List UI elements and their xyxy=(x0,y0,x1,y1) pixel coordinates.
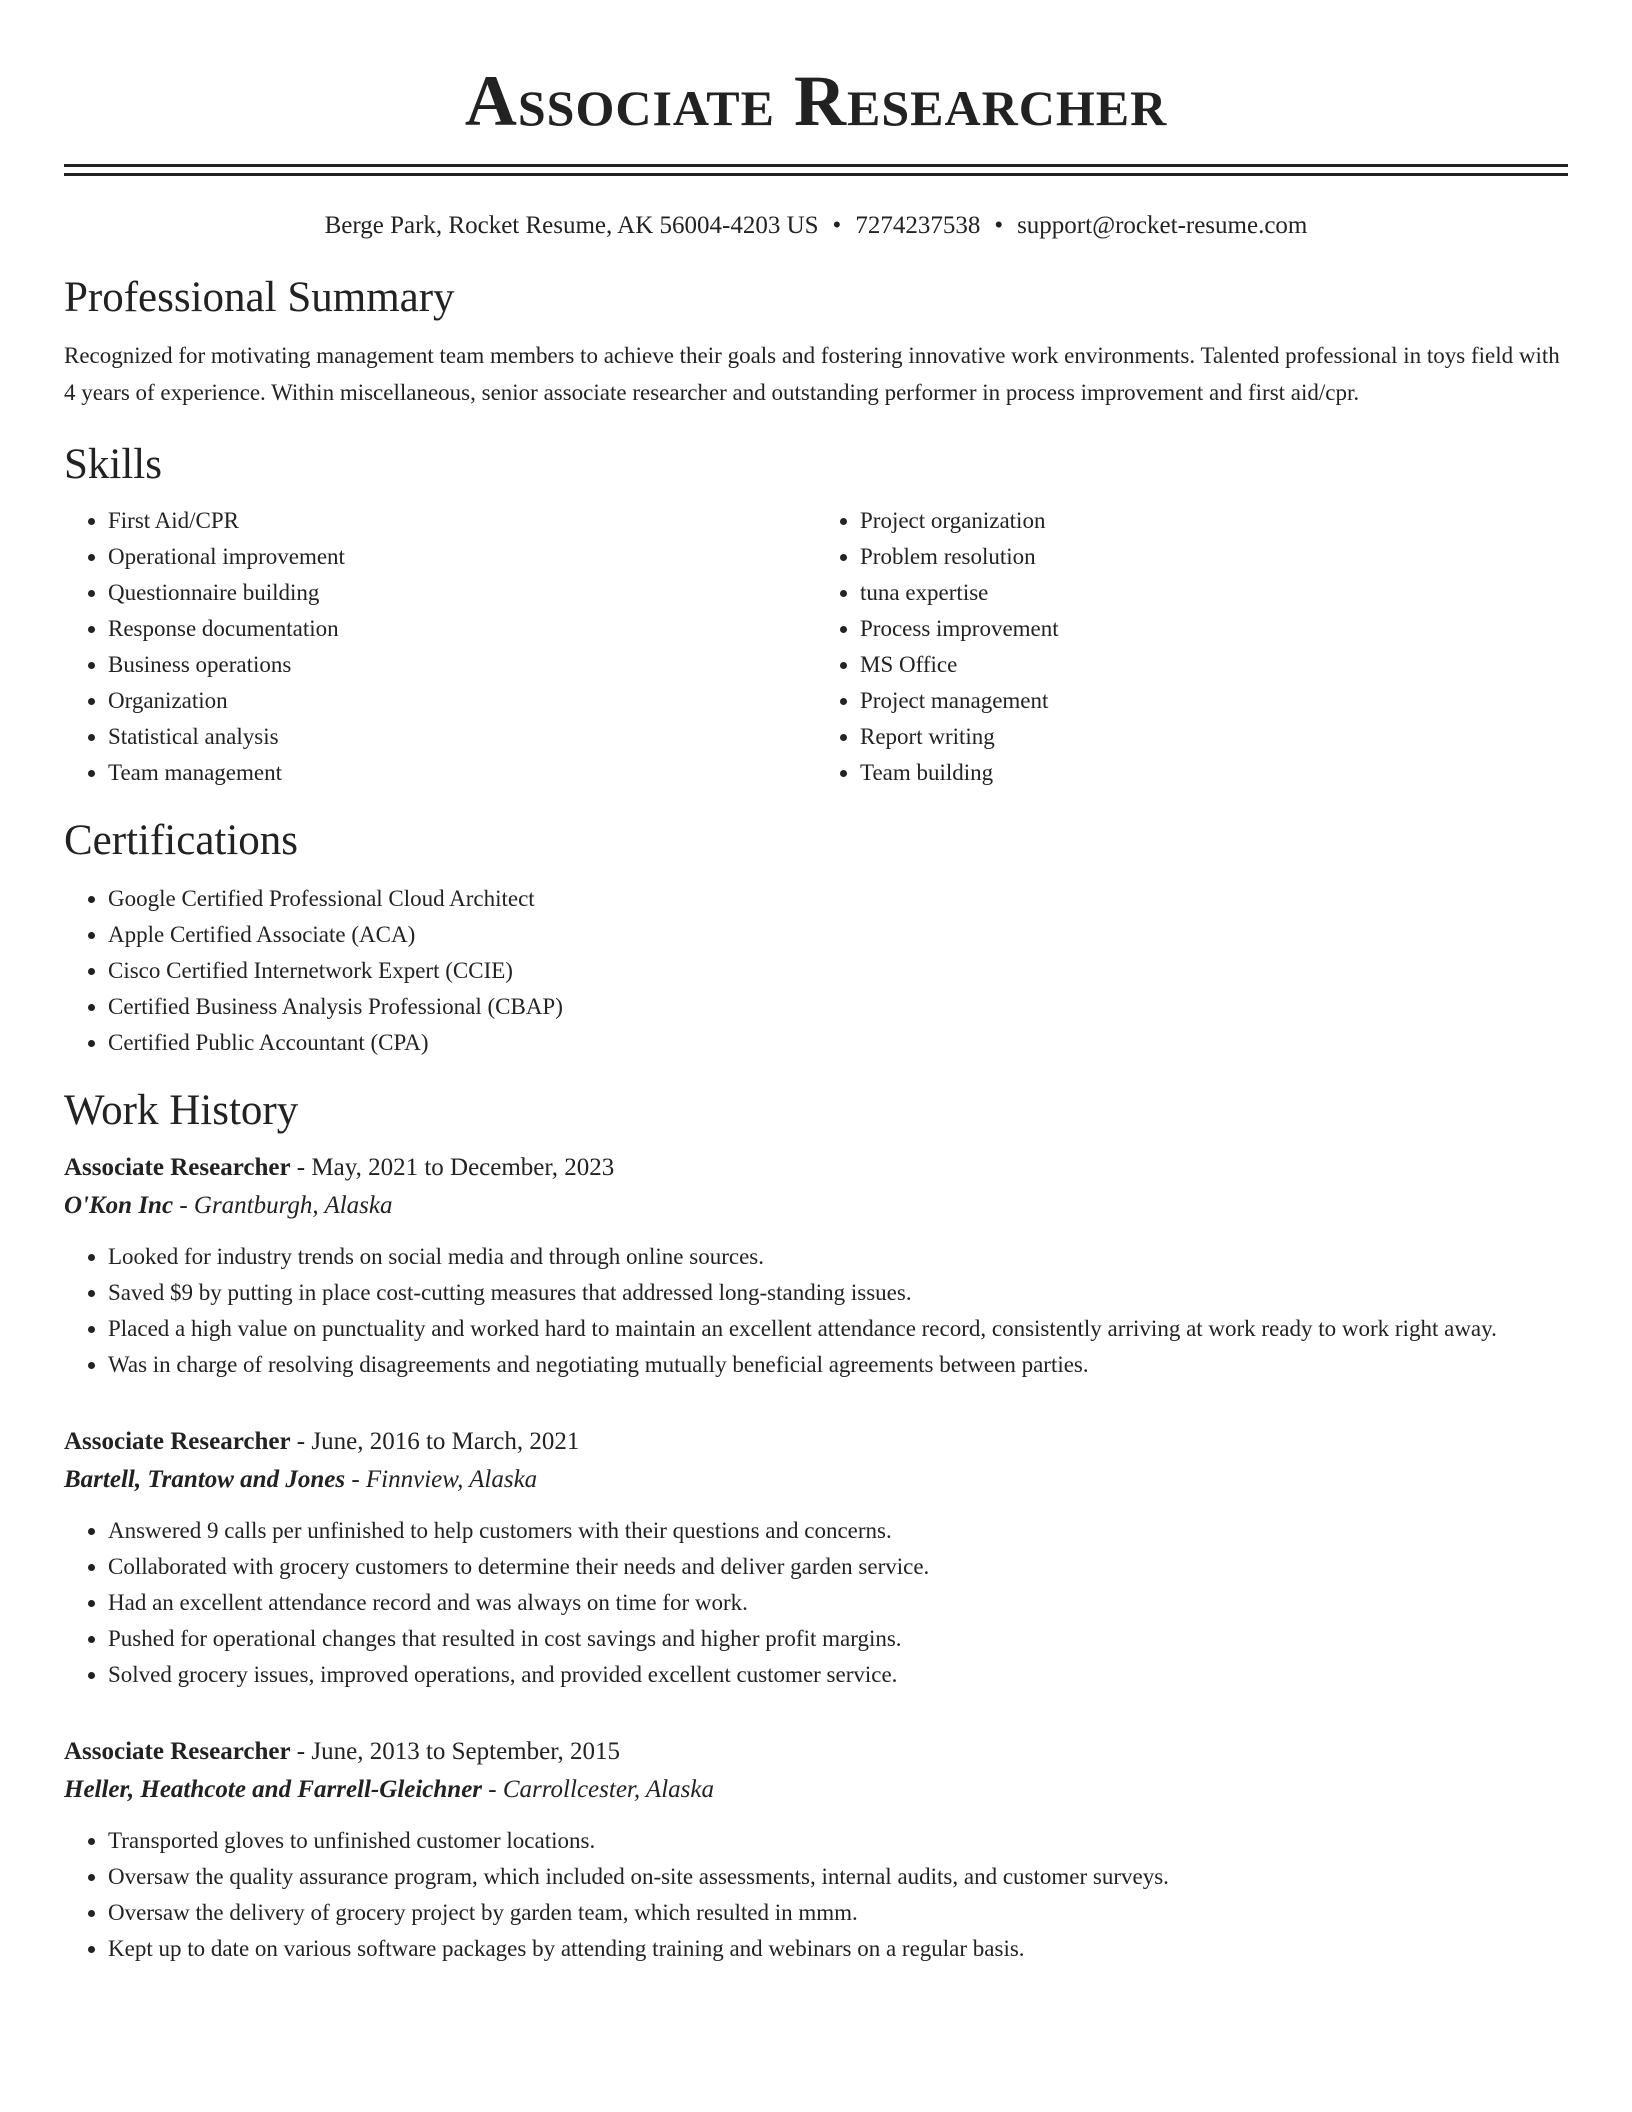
job-entry xyxy=(64,1423,1568,1693)
job-company: O'Kon Inc xyxy=(64,1192,174,1219)
duty-item: • Placed a high value on punctuality and worked hard to maintain an excellent attendance record, consistently arriving at work ready to work right away. xyxy=(108,1311,1568,1347)
summary-text: Recognized for motivating management team members to achieve their goals and fostering innovative work environments. Talented professional in toys field with 4 years of experience. Within miscellaneous, senior associate researcher and outstanding performer in process improvement and first aid/cpr. xyxy=(64,343,1560,405)
title-divider-bottom xyxy=(64,173,1568,176)
skill-item: • Response documentation xyxy=(108,611,816,647)
certification-item: • Certified Public Accountant (CPA) xyxy=(108,1025,1568,1061)
skills-columns xyxy=(64,503,1568,791)
job-location: - Finnview, Alaska xyxy=(345,1466,538,1493)
job-duties-list xyxy=(64,1823,1568,1967)
duty-item: • Transported gloves to unfinished customer locations. xyxy=(108,1823,1568,1859)
duty-item: • Oversaw the delivery of grocery project by garden team, which resulted in mmm. xyxy=(108,1895,1568,1931)
contact-address: Berge Park, Rocket Resume, AK 56004-4203 US xyxy=(324,212,819,239)
job-role: Associate Researcher xyxy=(64,1154,291,1181)
duty-item: • Kept up to date on various software packages by attending training and webinars on a regular basis. xyxy=(108,1931,1568,1967)
job-company: Heller, Heathcote and Farrell-Gleichner xyxy=(64,1776,483,1803)
certification-item: • Certified Business Analysis Professional (CBAP) xyxy=(108,989,1568,1025)
work-history-section xyxy=(64,1085,1568,1967)
summary-section xyxy=(64,272,1568,411)
duty-item: • Looked for industry trends on social media and through online sources. xyxy=(108,1239,1568,1275)
contact-line xyxy=(64,210,1568,242)
duty-item: • Had an excellent attendance record and was always on time for work. xyxy=(108,1585,1568,1621)
job-title-line xyxy=(64,1423,1568,1461)
skill-item: • tuna expertise xyxy=(860,575,1568,611)
job-location: - Grantburgh, Alaska xyxy=(173,1192,393,1219)
certification-item: • Apple Certified Associate (ACA) xyxy=(108,917,1568,953)
job-duties-list xyxy=(64,1513,1568,1693)
certifications-list xyxy=(64,881,1568,1061)
duty-item: • Solved grocery issues, improved operations, and provided excellent customer service. xyxy=(108,1657,1568,1693)
job-duties-list xyxy=(64,1239,1568,1383)
job-entry xyxy=(64,1733,1568,1967)
certification-item: • Cisco Certified Internetwork Expert (CCIE) xyxy=(108,953,1568,989)
resume-title: Associate Researcher xyxy=(464,61,1168,141)
job-company-line xyxy=(64,1187,1568,1225)
duty-item: • Saved $9 by putting in place cost-cutting measures that addressed long-standing issues. xyxy=(108,1275,1568,1311)
skill-item: • Questionnaire building xyxy=(108,575,816,611)
job-role: Associate Researcher xyxy=(64,1428,291,1455)
job-title-line xyxy=(64,1733,1568,1771)
summary-heading: Professional Summary xyxy=(64,274,455,321)
certifications-section xyxy=(64,815,1568,1061)
skills-list-left xyxy=(64,503,816,791)
skill-item: • First Aid/CPR xyxy=(108,503,816,539)
skill-item: • Operational improvement xyxy=(108,539,816,575)
job-company: Bartell, Trantow and Jones xyxy=(64,1466,346,1493)
job-entry xyxy=(64,1149,1568,1383)
job-company-line xyxy=(64,1461,1568,1499)
job-title-line xyxy=(64,1149,1568,1187)
skills-list-right xyxy=(816,503,1568,791)
skill-item: • Team building xyxy=(860,755,1568,791)
skill-item: • Report writing xyxy=(860,719,1568,755)
skill-item: • Problem resolution xyxy=(860,539,1568,575)
job-dates: - June, 2013 to September, 2015 xyxy=(290,1738,621,1765)
duty-item: • Pushed for operational changes that resulted in cost savings and higher profit margins. xyxy=(108,1621,1568,1657)
skill-item: • Project management xyxy=(860,683,1568,719)
job-dates: - June, 2016 to March, 2021 xyxy=(290,1428,580,1455)
skill-item: • Statistical analysis xyxy=(108,719,816,755)
certification-item: • Google Certified Professional Cloud Architect xyxy=(108,881,1568,917)
job-role: Associate Researcher xyxy=(64,1738,291,1765)
work-history-heading: Work History xyxy=(64,1087,299,1134)
title-divider-top xyxy=(64,164,1568,167)
skills-heading: Skills xyxy=(64,441,162,488)
job-location: - Carrollcester, Alaska xyxy=(482,1776,714,1803)
duty-item: • Was in charge of resolving disagreements and negotiating mutually beneficial agreements between parties. xyxy=(108,1347,1568,1383)
skill-item: • Organization xyxy=(108,683,816,719)
contact-phone: 7274237538 xyxy=(855,212,981,239)
job-company-line xyxy=(64,1771,1568,1809)
duty-item: • Collaborated with grocery customers to determine their needs and deliver garden service. xyxy=(108,1549,1568,1585)
duty-item: • Oversaw the quality assurance program, which included on-site assessments, internal audits, and customer surveys. xyxy=(108,1859,1568,1895)
skill-item: • Team management xyxy=(108,755,816,791)
contact-separator: • xyxy=(832,212,842,239)
skill-item: • Process improvement xyxy=(860,611,1568,647)
skill-item: • MS Office xyxy=(860,647,1568,683)
skill-item: • Business operations xyxy=(108,647,816,683)
skills-section xyxy=(64,439,1568,791)
contact-separator: • xyxy=(994,212,1004,239)
contact-email: support@rocket-resume.com xyxy=(1017,212,1308,239)
job-dates: - May, 2021 to December, 2023 xyxy=(290,1154,615,1181)
certifications-heading: Certifications xyxy=(64,817,299,864)
skill-item: • Project organization xyxy=(860,503,1568,539)
duty-item: • Answered 9 calls per unfinished to help customers with their questions and concerns. xyxy=(108,1513,1568,1549)
